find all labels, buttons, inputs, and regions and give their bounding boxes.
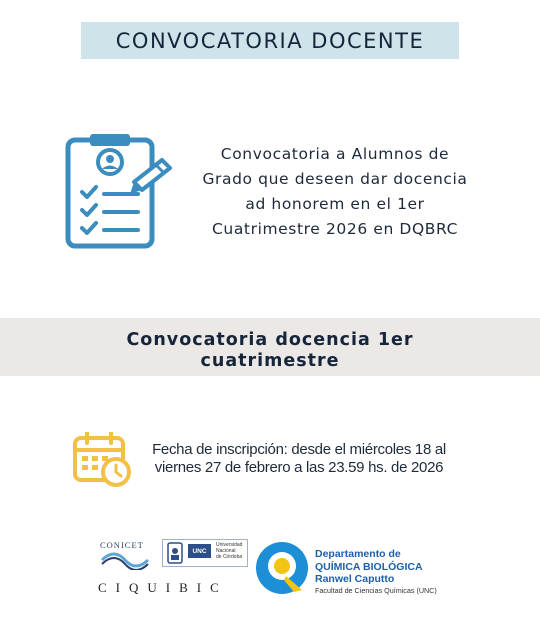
calendar-clock-icon	[72, 432, 132, 488]
unc-line-1: Universidad	[216, 542, 243, 548]
dqb-text	[315, 548, 455, 596]
dqb-line-1: Departamento de	[315, 548, 401, 560]
dqb-line-2: QUÍMICA BIOLÓGICA	[315, 560, 423, 573]
section-title: Convocatoria docencia 1er cuatrimestre	[126, 330, 414, 371]
intro-text: Convocatoria a Alumnos de Grado que deseen dar docencia ad honorem en el 1er Cuatrimestre 2026 en DQBRC	[202, 145, 468, 238]
clipboard-checklist-icon	[62, 132, 174, 252]
unc-line-2: Nacional	[216, 547, 236, 554]
institution-logos	[96, 536, 446, 598]
unc-line-3: de Córdoba	[216, 553, 243, 560]
dqb-line-4: Facultad de Ciencias Químicas (UNC)	[315, 585, 437, 595]
unc-name	[216, 543, 242, 560]
dqb-logo-icon	[254, 540, 310, 596]
page-title: CONVOCATORIA DOCENTE	[81, 22, 459, 59]
conicet-logo-text: CONICET	[100, 540, 144, 550]
registration-dates: Fecha de inscripción: desde el miércoles 18 al viernes 27 de febrero a las 23.59 hs. de 2026	[152, 441, 446, 476]
dqb-line-3: Ranwel Caputto	[315, 573, 395, 585]
unc-tag: UNC	[188, 544, 211, 558]
conicet-wave-icon	[100, 550, 150, 570]
ciquibic-logo-text: CIQUIBIC	[98, 580, 228, 595]
